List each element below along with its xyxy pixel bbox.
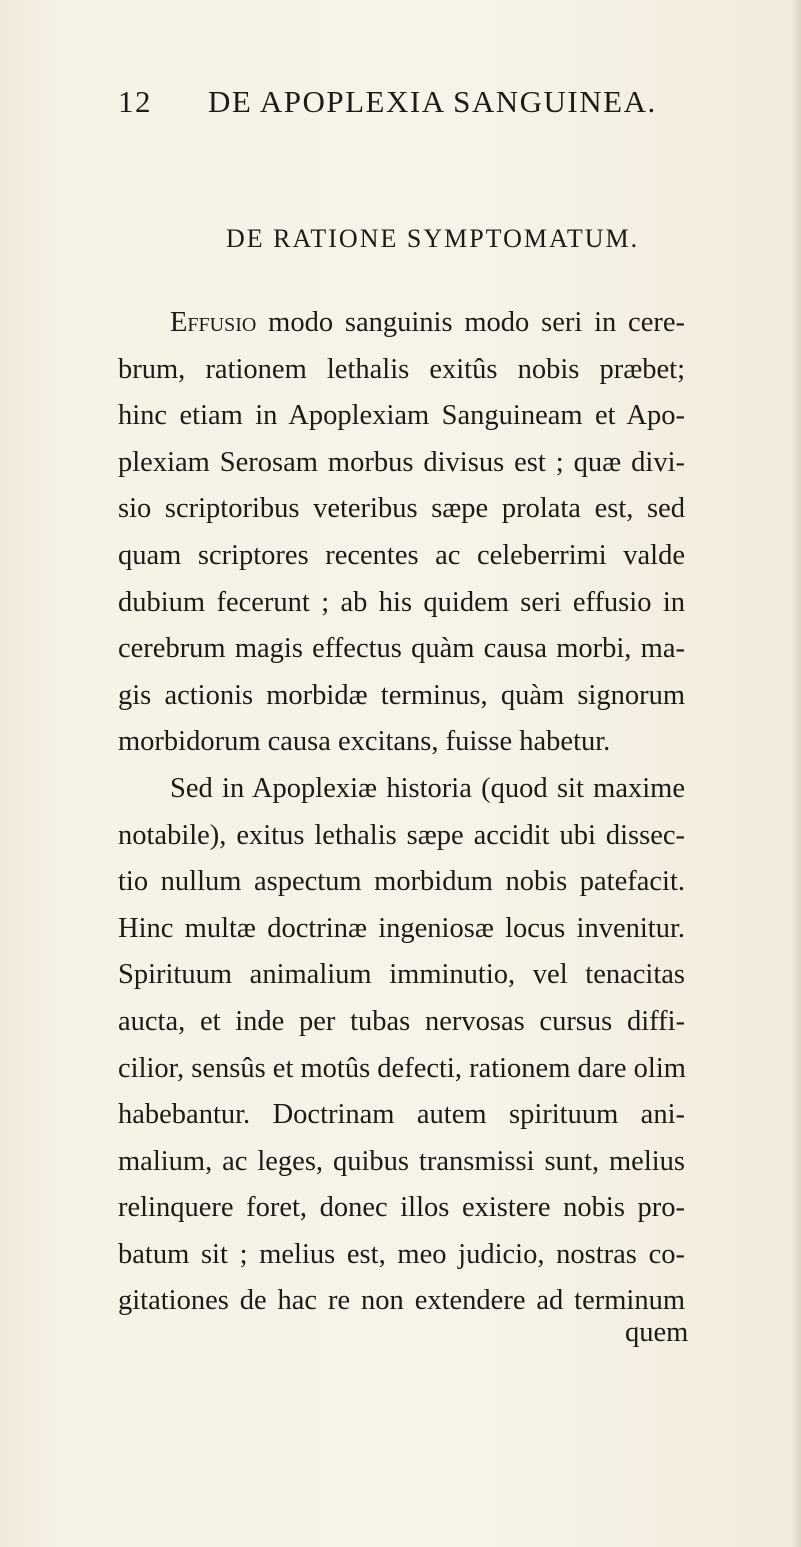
line-text: modo sanguinis modo seri in cere- <box>256 307 685 338</box>
body-text <box>118 300 685 1325</box>
catchword: quem <box>625 1317 689 1348</box>
text-line: notabile), exitus lethalis sæpe accidit ubi dissec- <box>118 819 685 851</box>
text-line: malium, ac leges, quibus transmissi sunt, melius <box>118 1145 685 1177</box>
text-line: batum sit ; melius est, meo judicio, nostras co- <box>118 1238 685 1270</box>
page-number: 12 <box>118 84 152 119</box>
text-line: cerebrum magis effectus quàm causa morbi, ma- <box>118 633 685 665</box>
text-line: cilior, sensûs et motûs defecti, rationem dare olim <box>118 1052 686 1084</box>
text-line: gis actionis morbidæ terminus, quàm signorum <box>118 679 685 711</box>
text-line: gitationes de hac re non extendere ad terminum <box>118 1285 685 1317</box>
text-line: relinquere foret, donec illos existere nobis pro- <box>118 1192 685 1224</box>
text-line <box>118 300 685 347</box>
running-head <box>118 84 678 124</box>
lead-word: Effusio <box>170 307 257 338</box>
text-line: plexiam Serosam morbus divisus est ; quæ divi- <box>118 446 685 478</box>
text-line: brum, rationem lethalis exitûs nobis præbet; <box>118 353 685 385</box>
text-line: quam scriptores recentes ac celeberrimi valde <box>118 539 685 571</box>
text-line: hinc etiam in Apoplexiam Sanguineam et Apo- <box>118 400 685 432</box>
text-line: Sed in Apoplexiæ historia (quod sit maxime <box>170 772 685 804</box>
text-line: sio scriptoribus veteribus sæpe prolata est, sed <box>118 493 685 525</box>
text-line: Hinc multæ doctrinæ ingeniosæ locus invenitur. <box>118 912 685 944</box>
text-line: morbidorum causa excitans, fuisse habetur. <box>118 726 611 758</box>
text-line: Spirituum animalium imminutio, vel tenacitas <box>118 959 685 991</box>
section-title: DE RATIONE SYMPTOMATUM. <box>226 224 640 253</box>
page-edge-shadow <box>791 0 801 1547</box>
running-title: DE APOPLEXIA SANGUINEA. <box>208 84 657 119</box>
text-line: tio nullum aspectum morbidum nobis patefacit. <box>118 866 685 898</box>
text-line: dubium fecerunt ; ab his quidem seri effusio in <box>118 586 685 618</box>
text-line: habebantur. Doctrinam autem spirituum ani- <box>118 1099 685 1131</box>
text-line: aucta, et inde per tubas nervosas cursus diffi- <box>118 1005 685 1037</box>
